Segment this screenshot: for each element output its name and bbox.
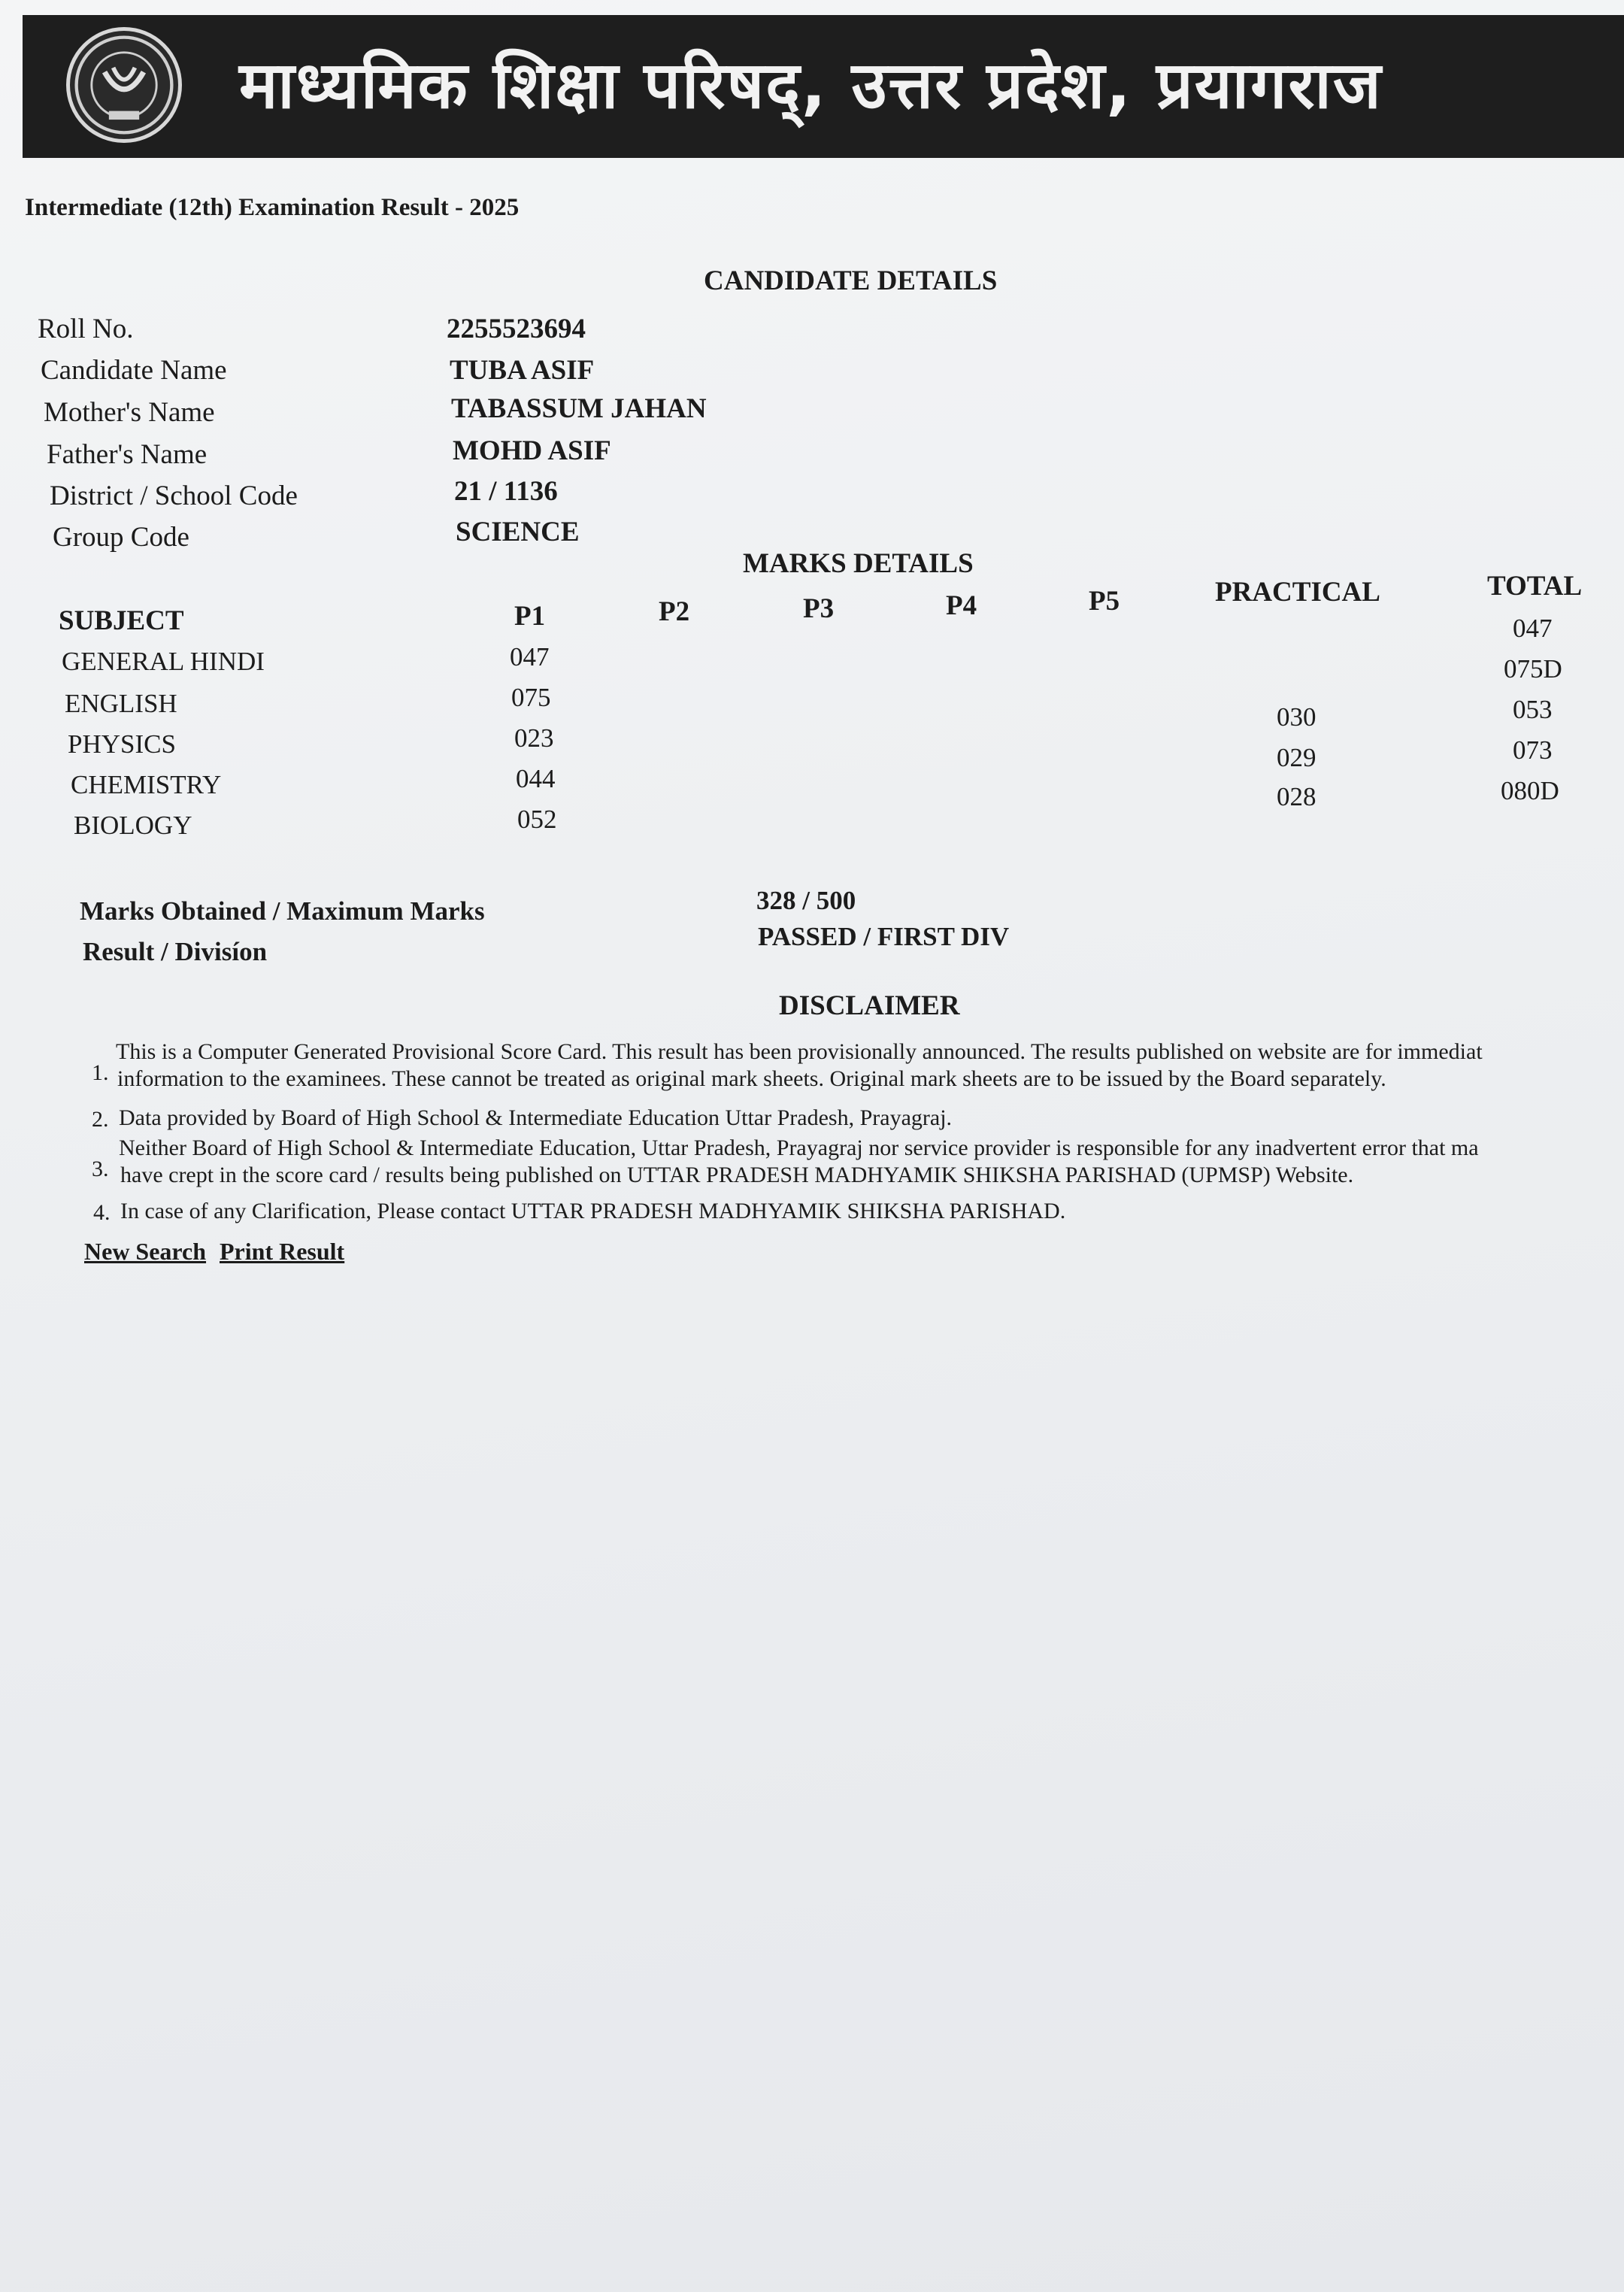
result-division-label: Result / Divisíon [83, 937, 268, 966]
marks-obtained-label: Marks Obtained / Maximum Marks [80, 896, 485, 926]
row-p1: 023 [514, 723, 554, 753]
disclaimer-line: information to the examinees. These cannot be treated as original mark sheets. Original mark sheets are to be issued by the Board separately. [117, 1066, 1386, 1091]
candidate-name-label: Candidate Name [41, 355, 227, 386]
disclaimer-heading: DISCLAIMER [779, 990, 960, 1021]
col-p5: P5 [1089, 586, 1120, 617]
row-total: 080D [1501, 776, 1559, 805]
up-government-emblem-icon [66, 27, 182, 143]
col-practical: PRACTICAL [1215, 577, 1380, 608]
row-total: 073 [1513, 735, 1553, 765]
father-name-label: Father's Name [47, 439, 208, 470]
roll-no-value: 2255523694 [447, 314, 586, 344]
row-p1: 044 [516, 764, 556, 793]
father-name-value: MOHD ASIF [453, 435, 611, 466]
candidate-name-value: TUBA ASIF [450, 355, 595, 386]
row-total: 075D [1504, 654, 1562, 684]
row-subject: GENERAL HINDI [62, 647, 265, 676]
row-practical: 028 [1277, 782, 1316, 811]
roll-no-label: Roll No. [38, 314, 134, 344]
col-p2: P2 [659, 596, 690, 627]
mother-name-label: Mother's Name [44, 397, 215, 428]
row-subject: CHEMISTRY [71, 770, 222, 799]
marks-details-heading: MARKS DETAILS [743, 548, 974, 579]
col-p1: P1 [514, 601, 546, 632]
row-total: 047 [1513, 614, 1553, 643]
row-subject: PHYSICS [68, 729, 176, 759]
group-code-value: SCIENCE [456, 517, 580, 547]
result-division-value: PASSED / FIRST DIV [758, 922, 1010, 951]
disclaimer-number: 2. [92, 1107, 109, 1132]
district-school-label: District / School Code [50, 481, 298, 511]
row-p1: 075 [511, 683, 551, 712]
board-title: माध्यमिक शिक्षा परिषद्, उत्तर प्रदेश, प्रयागराज [239, 48, 1383, 123]
disclaimer-line: This is a Computer Generated Provisional Score Card. This result has been provisionally announced. The results published on website are for immediat [116, 1039, 1483, 1064]
disclaimer-line: have crept in the score card / results being published on UTTAR PRADESH MADHYAMIK SHIKSHA PARISHAD (UPMSP) Website. [120, 1163, 1354, 1187]
disclaimer-number: 3. [92, 1157, 109, 1181]
disclaimer-number: 1. [92, 1060, 109, 1085]
row-practical: 030 [1277, 702, 1316, 732]
mother-name-value: TABASSUM JAHAN [451, 393, 707, 424]
district-school-value: 21 / 1136 [454, 476, 558, 507]
row-p1: 052 [517, 805, 557, 834]
row-p1: 047 [510, 642, 550, 672]
new-search-link[interactable]: New Search [84, 1238, 207, 1265]
print-result-link[interactable]: Print Result [220, 1238, 345, 1265]
group-code-label: Group Code [53, 522, 189, 553]
candidate-details-heading: CANDIDATE DETAILS [704, 265, 998, 296]
col-total: TOTAL [1487, 571, 1583, 602]
row-total: 053 [1513, 695, 1553, 724]
col-p3: P3 [803, 593, 835, 624]
marks-obtained-value: 328 / 500 [756, 886, 856, 915]
exam-title: Intermediate (12th) Examination Result - 2025 [25, 194, 520, 221]
col-p4: P4 [946, 590, 977, 621]
col-subject: SUBJECT [59, 605, 184, 636]
disclaimer-line: Neither Board of High School & Intermediate Education, Uttar Pradesh, Prayagraj nor service provider is responsible for any inadvertent error that ma [119, 1135, 1479, 1160]
row-practical: 029 [1277, 743, 1316, 772]
row-subject: ENGLISH [65, 689, 177, 718]
disclaimer-line: In case of any Clarification, Please contact UTTAR PRADESH MADHYAMIK SHIKSHA PARISHAD. [120, 1199, 1066, 1223]
row-subject: BIOLOGY [74, 811, 192, 840]
disclaimer-number: 4. [93, 1200, 111, 1225]
disclaimer-line: Data provided by Board of High School & Intermediate Education Uttar Pradesh, Prayagraj. [119, 1105, 953, 1130]
